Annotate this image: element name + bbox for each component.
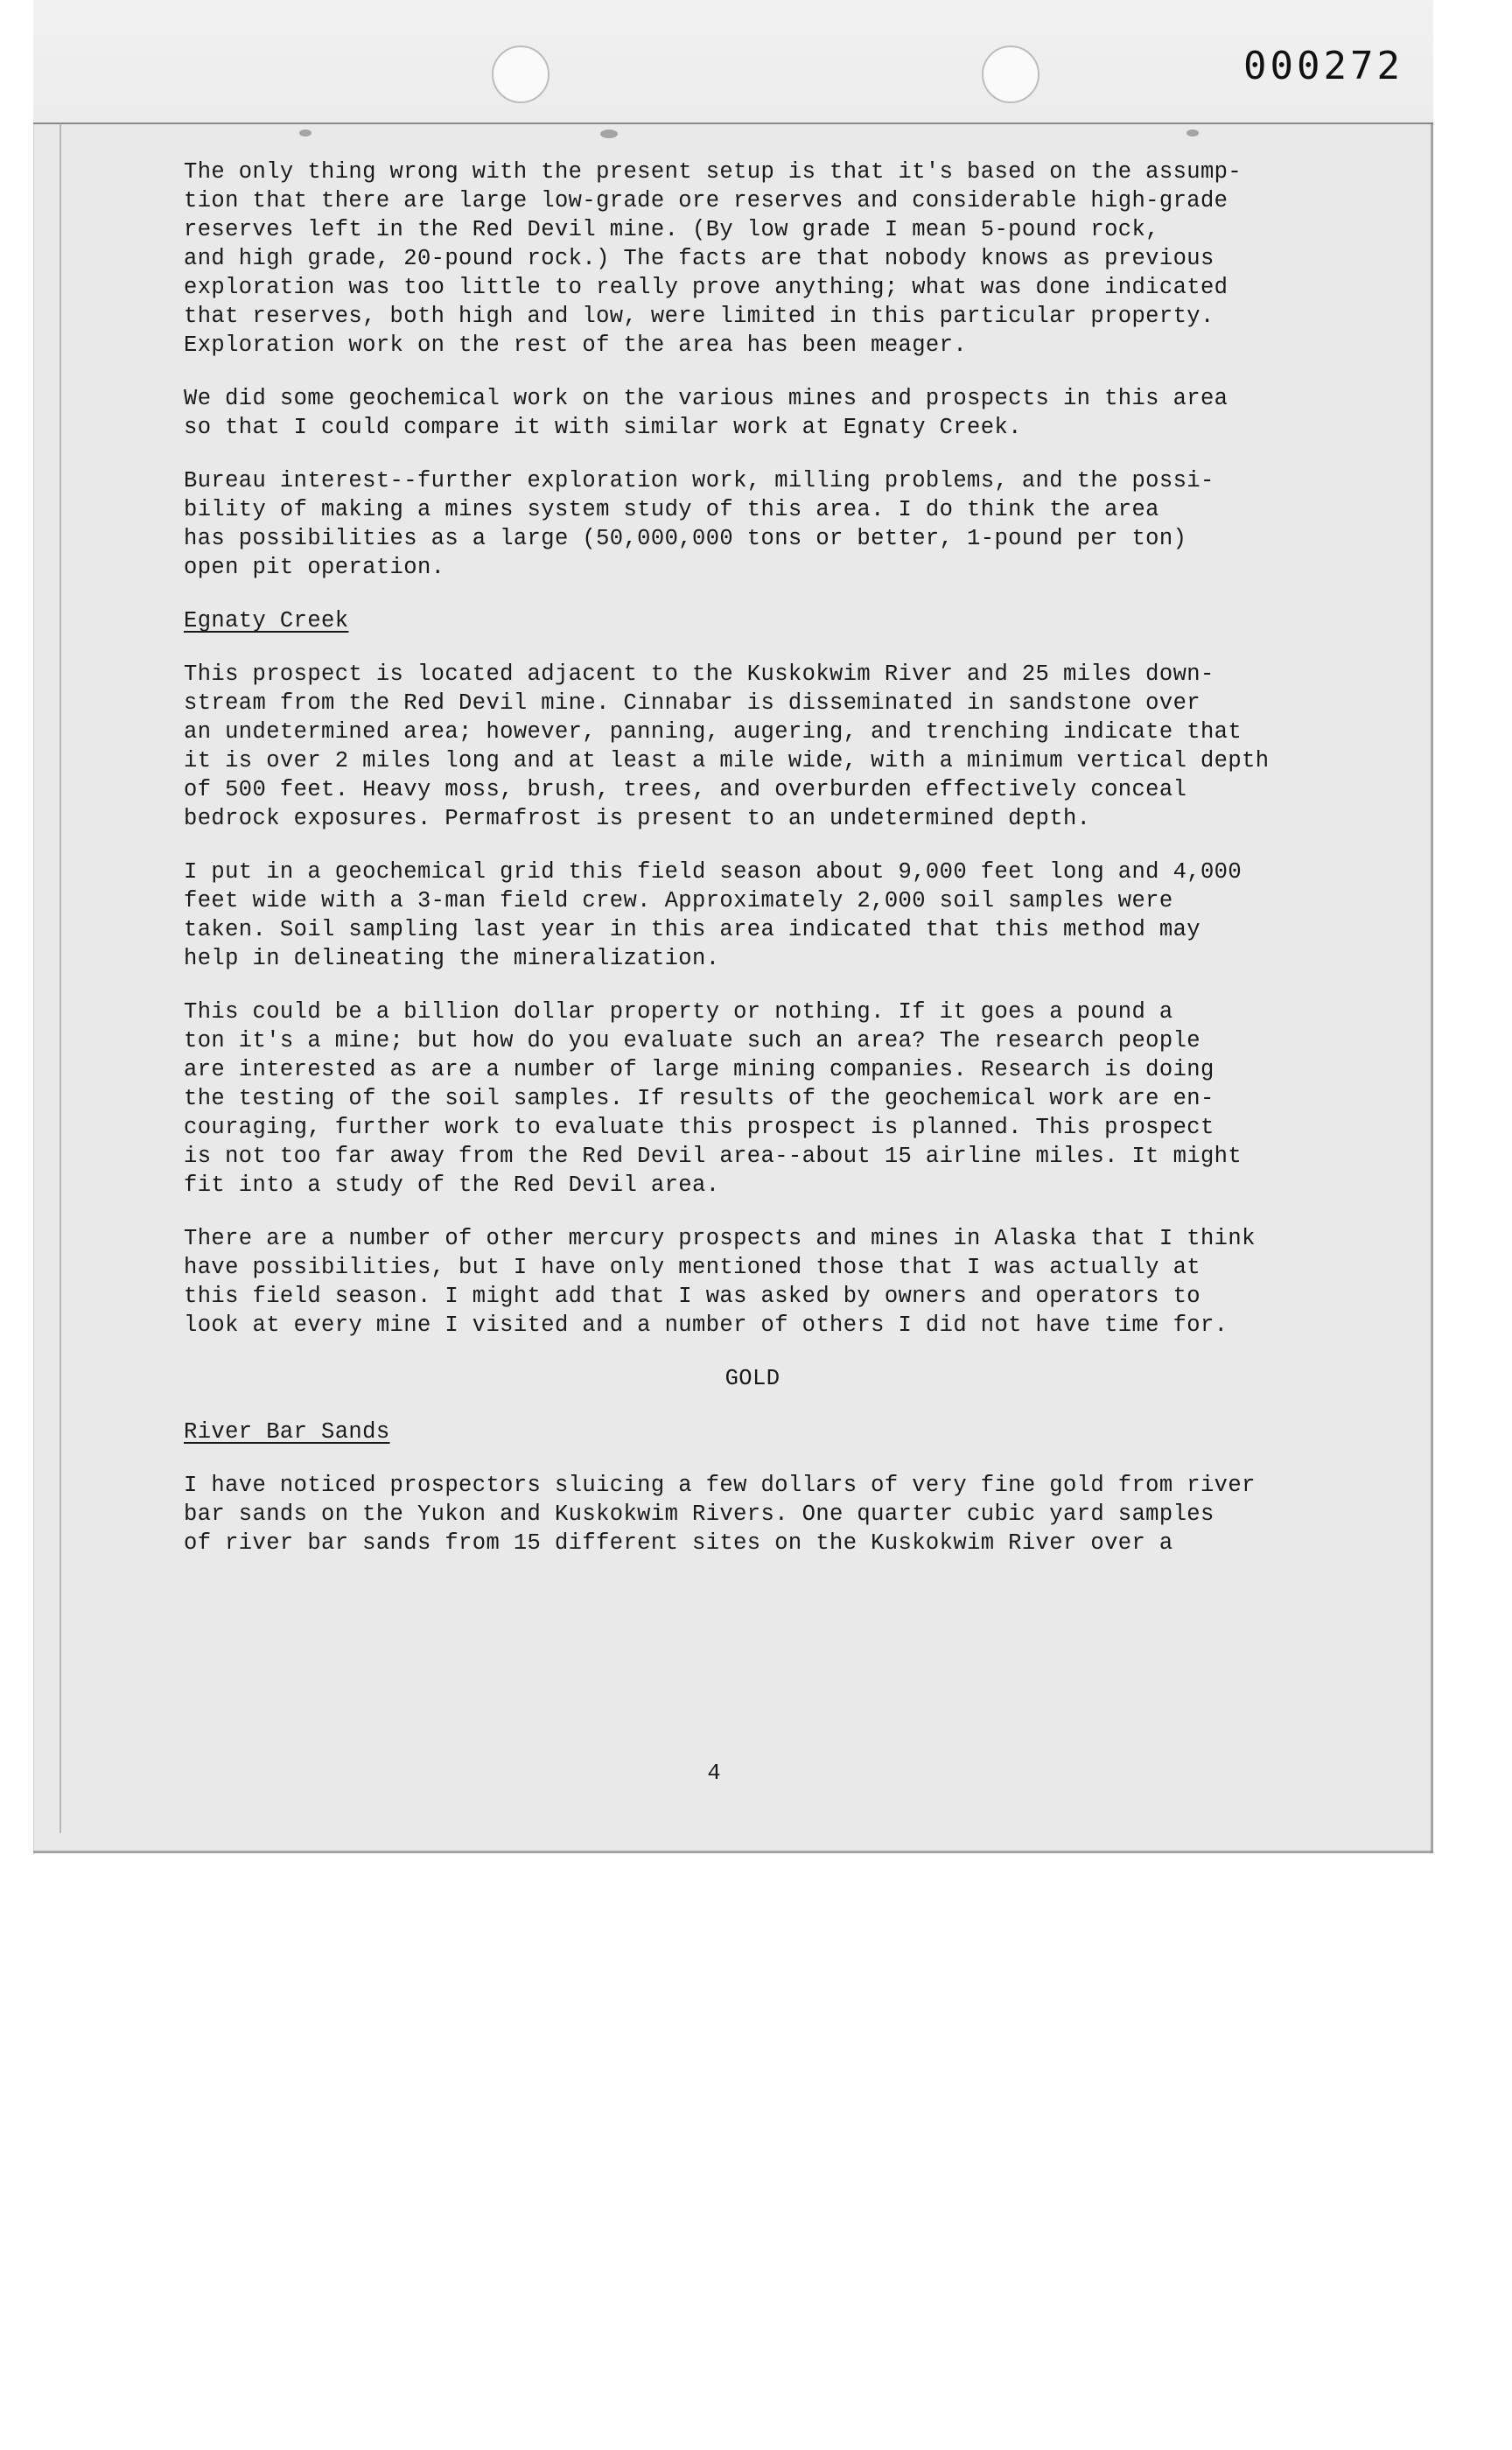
document-number-stamp: 000272: [1243, 44, 1404, 88]
section-heading-gold: GOLD: [724, 1366, 780, 1391]
bottom-page-edge: [33, 1851, 1433, 1853]
right-page-edge: [1431, 122, 1433, 1853]
paragraph-geochemical-grid: I put in a geochemical grid this field season about 9,000 feet long and 4,000 feet wide with a 3-man field crew. Approximately 2,000 soil samples were taken. Soil sampling last year in this area indicated that this method may help in delineating the mineralization.: [184, 859, 1242, 971]
scan-speck: [1186, 130, 1199, 136]
page-top-margin: [33, 0, 1433, 124]
document-body: [184, 158, 1382, 1582]
section-heading-river-bar-sands: River Bar Sands: [184, 1419, 390, 1445]
paragraph-river-bar-sands: I have noticed prospectors sluicing a few dollars of very fine gold from river bar sands on the Yukon and Kuskokwim Rivers. One quarter cubic yard samples of river bar sands from 15 different sites on the Kuskokwim River over a: [184, 1473, 1256, 1556]
section-heading-egnaty-creek: Egnaty Creek: [184, 608, 349, 634]
scan-speck: [299, 130, 312, 136]
paragraph-present-setup: The only thing wrong with the present setup is that it's based on the assump- tion that there are large low-grade ore reserves and considerable high-grade reserves left in the Red Devil mine. (By low grade I mean 5-pound rock, and high grade, 20-pound rock.) The facts are that nobody knows as previous exploration was too little to really prove anything; what was done indicated that reserves, both high and low, were limited in this particular property. Exploration work on the rest of the area has been meager.: [184, 159, 1242, 358]
punch-hole-right: [982, 46, 1040, 103]
paragraph-bureau-interest: Bureau interest--further exploration work, milling problems, and the possi- bility of making a mines system study of this area. I do think the area has possibilities as a large (50,000,000 tons or better, 1-pound per ton) open pit operation.: [184, 468, 1214, 580]
page-footer-number: 4: [707, 1760, 721, 1786]
paragraph-other-prospects: There are a number of other mercury prospects and mines in Alaska that I think have possibilities, but I have only mentioned those that I was actually at this field season. I might add that I was asked by owners and operators to look at every mine I visited and a number of others I did not have time for.: [184, 1226, 1256, 1338]
paragraph-egnaty-location: This prospect is located adjacent to the Kuskokwim River and 25 miles down- stream from the Red Devil mine. Cinnabar is disseminated in sandstone over an undetermined area; however, panning, augering, and trenching indicate that it is over 2 miles long and at least a mile wide, with a minimum vertical depth of 500 feet. Heavy moss, brush, trees, and overburden effectively conceal bedrock exposures. Permafrost is present to an undetermined depth.: [184, 662, 1270, 831]
paragraph-geochemical-work: We did some geochemical work on the various mines and prospects in this area so that I could compare it with similar work at Egnaty Creek.: [184, 386, 1228, 440]
left-margin-line: [60, 122, 61, 1833]
scan-speck: [600, 130, 618, 138]
paragraph-billion-dollar: This could be a billion dollar property or nothing. If it goes a pound a ton it's a mine; but how do you evaluate such an area? The research people are interested as are a number of large mining companies. Research is doing the testing of the soil samples. If results of the geochemical work are en- couraging, further work to evaluate this prospect is planned. This prospect is not too far away from the Red Devil area--about 15 airline miles. It might fit into a study of the Red Devil area.: [184, 999, 1242, 1198]
punch-hole-left: [492, 46, 550, 103]
